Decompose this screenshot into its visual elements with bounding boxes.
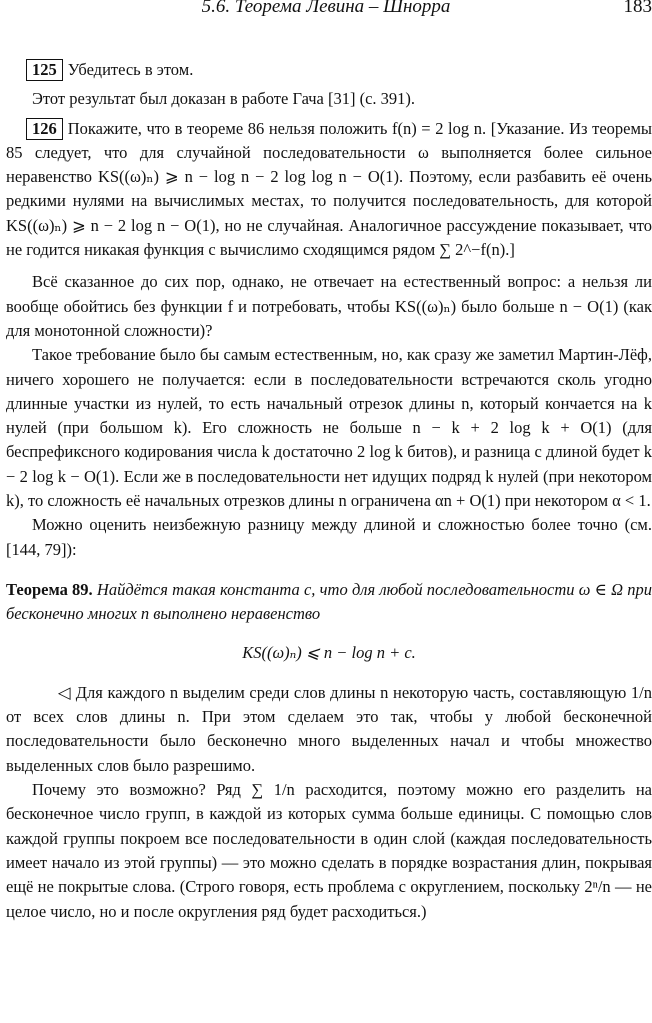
problem-126-text: Покажите, что в теореме 86 нельзя положить f(n) = 2 log n. [Указание. Из теоремы 85 следует, что для случайной последовательности ω выполняется более сильное неравенство KS((ω)ₙ) ⩾ n − log n − 2 log log n − O(1). Поэтому, если разбавить её очень редкими нулями на вычислимых местах, то получится последовательность, для которой KS((ω)ₙ) ⩾ n − 2 log n − O(1), но не случайная. Аналогичное рассуждение показывает, что не годится никакая функция с вычислимо сходящимся рядом ∑ 2^−f(n).]	[6, 118, 652, 260]
paragraph: Такое требование было бы самым естественным, но, как сразу же заметил Мартин-Лёф, ничего хорошего не получается: если в последовательности встречаются сколь угодно длинные участки из нулей, то есть начальный отрезок длины n, который кончается на k нулей (при большом k). Его сложность не больше n − k + 2 log k + O(1) (для беспрефиксного кодирования числа k достаточно 2 log k битов), и разница с длиной будет k − 2 log k − O(1). Если же в последовательности нет идущих подряд k нулей (при некотором k), то сложность её начальных отрезков длины n ограничена αn + O(1) при некотором α < 1.	[6, 345, 652, 511]
theorem-89	[6, 578, 652, 627]
problem-number-125: 125	[26, 59, 63, 81]
paragraph: Можно оценить неизбежную разницу между длиной и сложностью более точно (см. [144, 79]):	[6, 515, 652, 559]
running-header	[0, 0, 652, 20]
page-body	[6, 58, 652, 924]
proof-paragraph: Почему это возможно? Ряд ∑ 1/n расходится, поэтому можно его разделить на бесконечное число групп, в каждой из которых сумма больше единицы. С помощью слов каждой группы покроем все последовательности в один слой (каждая последовательность имеет начало из этой группы) — это можно сделать в порядке возрастания длин, покрывая ещё не покрытые слова. (Строго говоря, есть проблема с округлением, поскольку 2ⁿ/n — не целое число, но и после округления ряд будет расходиться.)	[6, 780, 652, 921]
problem-126	[6, 117, 652, 263]
running-title: 5.6. Теорема Левина – Шнорра	[201, 0, 451, 17]
theorem-statement: Найдётся такая константа c, что для любой последовательности ω ∈ Ω при бесконечно многих n выполнено неравенство	[6, 579, 652, 624]
page-number: 183	[623, 0, 652, 17]
theorem-label: Теорема 89.	[6, 579, 93, 599]
problem-125-text: Убедитесь в этом.	[67, 60, 194, 79]
theorem-formula: KS((ω)ₙ) ⩽ n − log n + c.	[242, 642, 416, 662]
proof-paragraph: ◁ Для каждого n выделим среди слов длины n некоторую часть, составляющую 1/n от всех слов длины n. При этом сделаем это так, чтобы у любой бесконечной последовательности было бесконечно много выделенных начал и чтобы множество выделенных слов было разрешимо.	[6, 682, 652, 775]
paragraph: Всё сказанное до сих пор, однако, не отвечает на естественный вопрос: а нельзя ли вообще обойтись без функции f и потребовать, чтобы KS((ω)ₙ) было больше n − O(1) (как для монотонной сложности)?	[6, 272, 652, 340]
problem-125	[6, 58, 652, 82]
result-note: Этот результат был доказан в работе Гача [31] (с. 391).	[32, 89, 416, 109]
problem-number-126: 126	[26, 118, 63, 140]
